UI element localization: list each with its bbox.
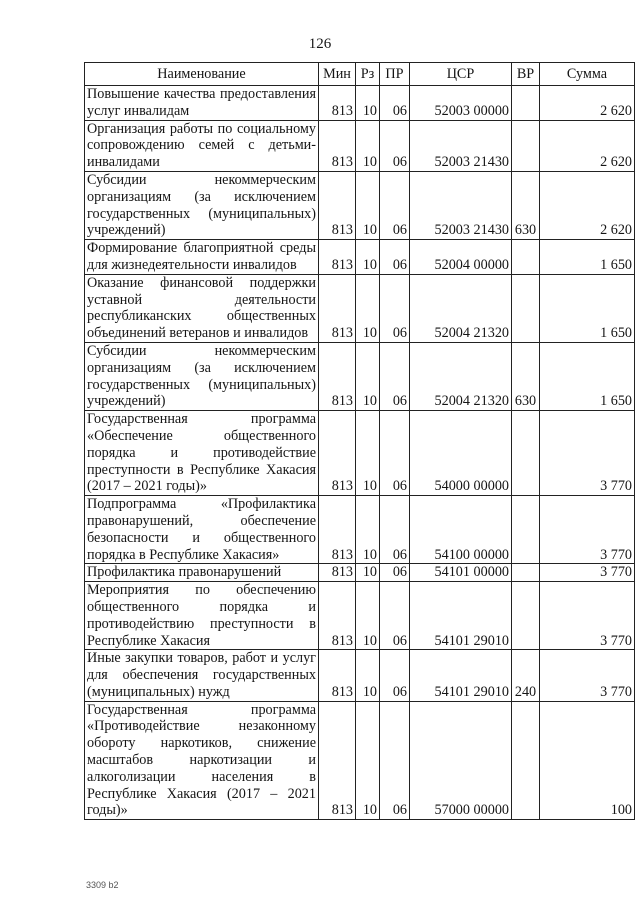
row-csr: 52004 21320	[410, 342, 512, 410]
table-header-row	[85, 63, 635, 86]
row-csr: 52003 21430	[410, 171, 512, 239]
row-sum: 2 620	[540, 86, 635, 121]
table-row	[85, 496, 635, 564]
row-sum: 3 770	[540, 496, 635, 564]
row-csr: 54100 00000	[410, 496, 512, 564]
row-rz: 10	[356, 120, 380, 171]
row-vr	[512, 411, 540, 496]
row-name: Субсидии некоммерческим организациям (за исключением государственных (муниципальных) учреждений)	[85, 171, 319, 239]
row-vr	[512, 582, 540, 650]
row-sum: 1 650	[540, 274, 635, 342]
row-name: Подпрограмма «Профилактика правонарушений, обеспечение безопасности и общественного порядка в Республике Хакасия»	[85, 496, 319, 564]
row-rz: 10	[356, 86, 380, 121]
row-sum: 100	[540, 701, 635, 820]
row-min: 813	[319, 342, 356, 410]
row-vr: 630	[512, 342, 540, 410]
row-sum: 2 620	[540, 120, 635, 171]
page-number: 126	[308, 36, 332, 52]
table-row	[85, 171, 635, 239]
row-rz: 10	[356, 582, 380, 650]
row-csr: 54101 00000	[410, 564, 512, 582]
row-csr: 52003 21430	[410, 120, 512, 171]
row-rz: 10	[356, 650, 380, 701]
table-row	[85, 582, 635, 650]
row-rz: 10	[356, 342, 380, 410]
row-csr: 54101 29010	[410, 582, 512, 650]
row-vr	[512, 86, 540, 121]
row-pr: 06	[380, 342, 410, 410]
row-name: Государственная программа «Обеспечение общественного порядка и противодействие преступности в Республике Хакасия (2017 – 2021 годы)»	[85, 411, 319, 496]
row-sum: 3 770	[540, 564, 635, 582]
row-min: 813	[319, 86, 356, 121]
row-rz: 10	[356, 171, 380, 239]
row-rz: 10	[356, 564, 380, 582]
table-row	[85, 650, 635, 701]
row-pr: 06	[380, 171, 410, 239]
row-pr: 06	[380, 564, 410, 582]
row-name: Мероприятия по обеспечению общественного порядка и противодействию преступности в Республике Хакасия	[85, 582, 319, 650]
row-rz: 10	[356, 411, 380, 496]
row-rz: 10	[356, 240, 380, 275]
table-row	[85, 274, 635, 342]
row-sum: 3 770	[540, 411, 635, 496]
row-min: 813	[319, 496, 356, 564]
row-name: Профилактика правонарушений	[85, 564, 319, 582]
row-csr: 57000 00000	[410, 701, 512, 820]
table-row	[85, 120, 635, 171]
table-row	[85, 564, 635, 582]
header-pr: ПР	[380, 63, 410, 86]
row-name: Субсидии некоммерческим организациям (за исключением государственных (муниципальных) учреждений)	[85, 342, 319, 410]
row-csr: 52004 21320	[410, 274, 512, 342]
row-name: Оказание финансовой поддержки уставной деятельности республиканских общественных объединений ветеранов и инвалидов	[85, 274, 319, 342]
row-sum: 1 650	[540, 342, 635, 410]
row-vr	[512, 240, 540, 275]
row-vr	[512, 564, 540, 582]
row-csr: 54000 00000	[410, 411, 512, 496]
row-min: 813	[319, 274, 356, 342]
row-vr	[512, 274, 540, 342]
row-pr: 06	[380, 650, 410, 701]
budget-table	[84, 62, 635, 820]
header-name: Наименование	[85, 63, 319, 86]
row-min: 813	[319, 120, 356, 171]
row-sum: 2 620	[540, 171, 635, 239]
row-min: 813	[319, 240, 356, 275]
row-pr: 06	[380, 582, 410, 650]
row-min: 813	[319, 650, 356, 701]
row-pr: 06	[380, 701, 410, 820]
row-pr: 06	[380, 274, 410, 342]
row-vr	[512, 496, 540, 564]
table-row	[85, 411, 635, 496]
row-pr: 06	[380, 120, 410, 171]
row-rz: 10	[356, 496, 380, 564]
row-rz: 10	[356, 701, 380, 820]
row-min: 813	[319, 582, 356, 650]
header-csr: ЦСР	[410, 63, 512, 86]
row-rz: 10	[356, 274, 380, 342]
row-vr	[512, 120, 540, 171]
row-pr: 06	[380, 240, 410, 275]
header-min: Мин	[319, 63, 356, 86]
footer-document-code: 3309 b2	[86, 880, 119, 890]
row-csr: 54101 29010	[410, 650, 512, 701]
table-row	[85, 701, 635, 820]
row-sum: 3 770	[540, 582, 635, 650]
row-vr	[512, 701, 540, 820]
header-rz: Рз	[356, 63, 380, 86]
header-sum: Сумма	[540, 63, 635, 86]
row-vr: 240	[512, 650, 540, 701]
row-name: Государственная программа «Противодействие незаконному обороту наркотиков, снижение масштабов наркотизации и алкоголизации населения в Республике Хакасия (2017 – 2021 годы)»	[85, 701, 319, 820]
row-min: 813	[319, 564, 356, 582]
row-sum: 3 770	[540, 650, 635, 701]
row-pr: 06	[380, 86, 410, 121]
table-row	[85, 342, 635, 410]
row-pr: 06	[380, 496, 410, 564]
row-name: Формирование благоприятной среды для жизнедеятельности инвалидов	[85, 240, 319, 275]
row-pr: 06	[380, 411, 410, 496]
row-name: Иные закупки товаров, работ и услуг для обеспечения государственных (муниципальных) нужд	[85, 650, 319, 701]
table-row	[85, 240, 635, 275]
row-sum: 1 650	[540, 240, 635, 275]
row-min: 813	[319, 701, 356, 820]
row-csr: 52003 00000	[410, 86, 512, 121]
table-row	[85, 86, 635, 121]
row-vr: 630	[512, 171, 540, 239]
row-min: 813	[319, 171, 356, 239]
header-vr: ВР	[512, 63, 540, 86]
row-min: 813	[319, 411, 356, 496]
row-csr: 52004 00000	[410, 240, 512, 275]
row-name: Повышение качества предоставления услуг инвалидам	[85, 86, 319, 121]
row-name: Организация работы по социальному сопровождению семей с детьми-инвалидами	[85, 120, 319, 171]
